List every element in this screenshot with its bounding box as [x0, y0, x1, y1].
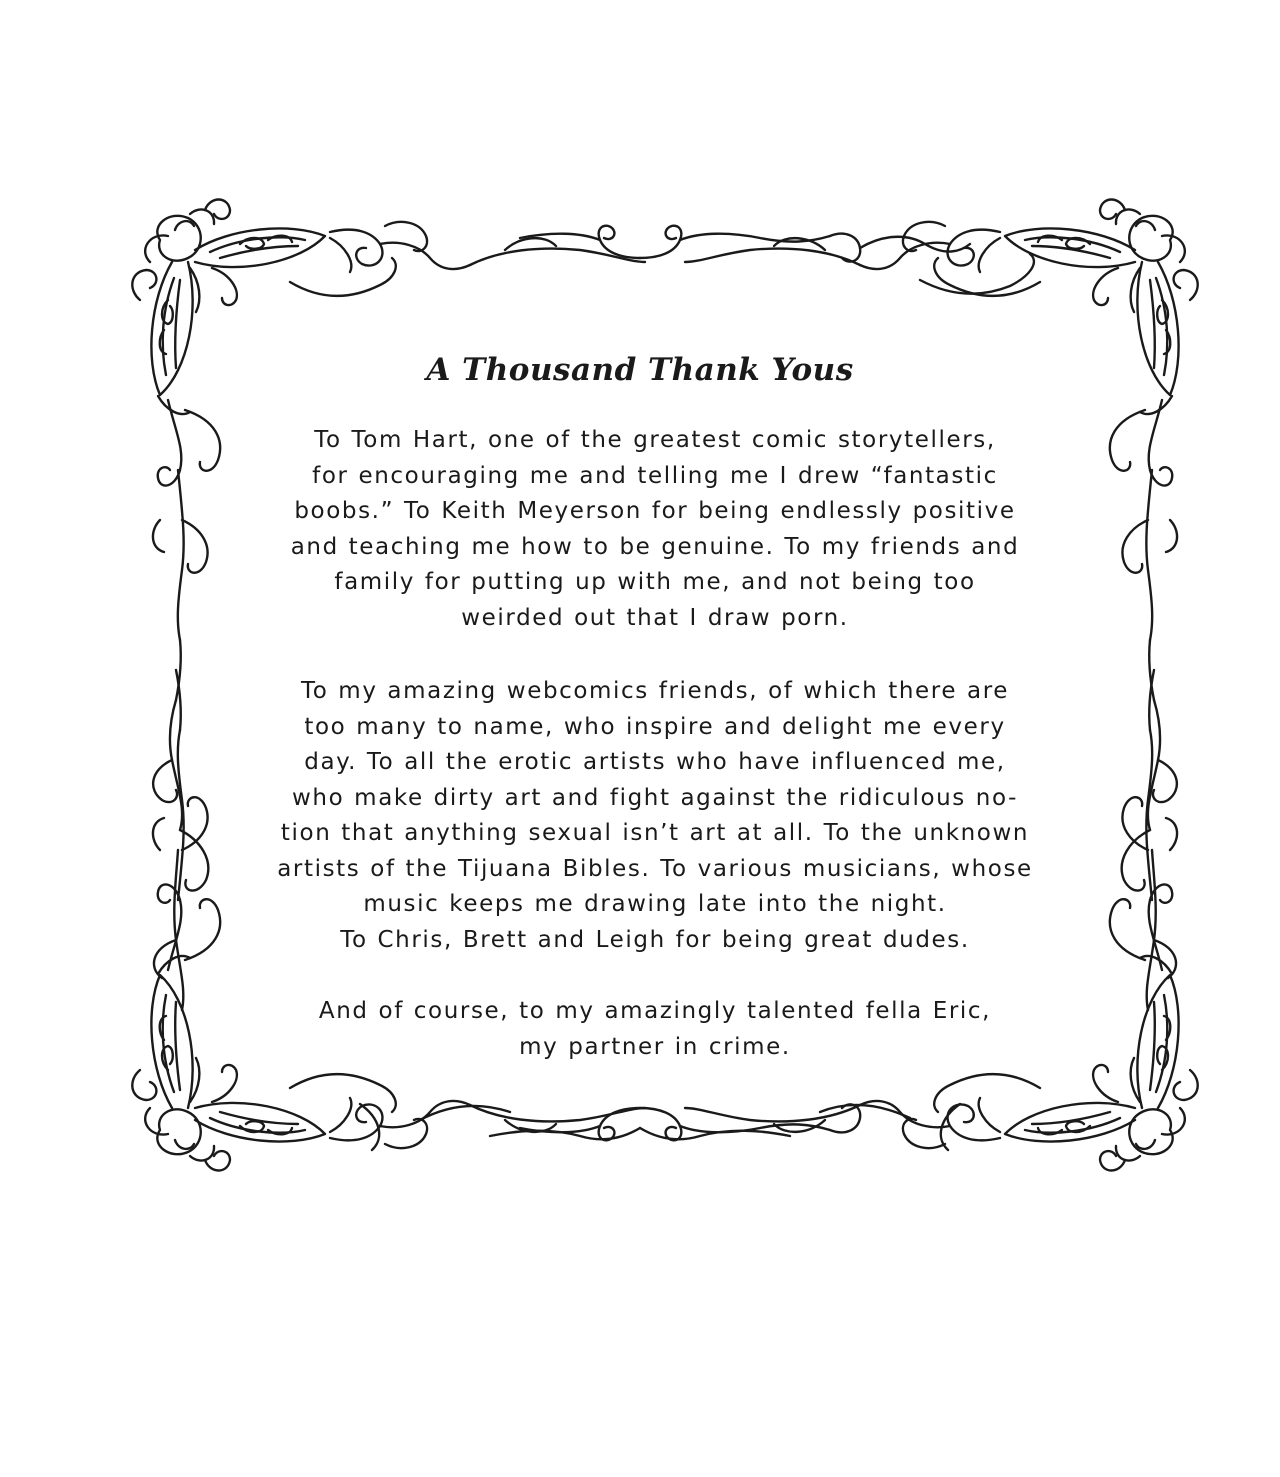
text-line: To my amazing webcomics friends, of which there are [300, 678, 1010, 704]
text-line: who make dirty art and fight against the ridiculous no- [292, 784, 1018, 811]
text-line: family for putting up with me, and not being too [334, 569, 976, 595]
page-title: A Thousand Thank Yous [426, 352, 854, 388]
text-line: And of course, to my amazingly talented fella Eric, [318, 998, 992, 1024]
text-line: for encouraging me and telling me I drew “fantastic [312, 462, 998, 489]
paragraph-acknowledgements-artists [260, 674, 1050, 958]
text-line: my partner in crime. [519, 1033, 791, 1060]
text-line: and teaching me how to be genuine. To my friends and [290, 533, 1020, 560]
text-line: day. To all the erotic artists who have influenced me, [304, 749, 1006, 775]
text-line: artists of the Tijuana Bibles. To various musicians, whose [277, 855, 1033, 882]
text-line: weirded out that I draw porn. [461, 604, 849, 631]
text-line: To Tom Hart, one of the greatest comic storytellers, [314, 427, 996, 453]
text-line: boobs.” To Keith Meyerson for being endlessly positive [294, 498, 1016, 524]
paragraph-acknowledgements-partner [260, 994, 1050, 1065]
paragraph-acknowledgements-mentors [260, 423, 1050, 636]
text-line: To Chris, Brett and Leigh for being great dudes. [340, 926, 970, 953]
text-line: too many to name, who inspire and delight me every [304, 713, 1006, 740]
text-line: tion that anything sexual isn’t art at all. To the unknown [280, 820, 1030, 846]
text-line: music keeps me drawing late into the night. [363, 891, 947, 917]
